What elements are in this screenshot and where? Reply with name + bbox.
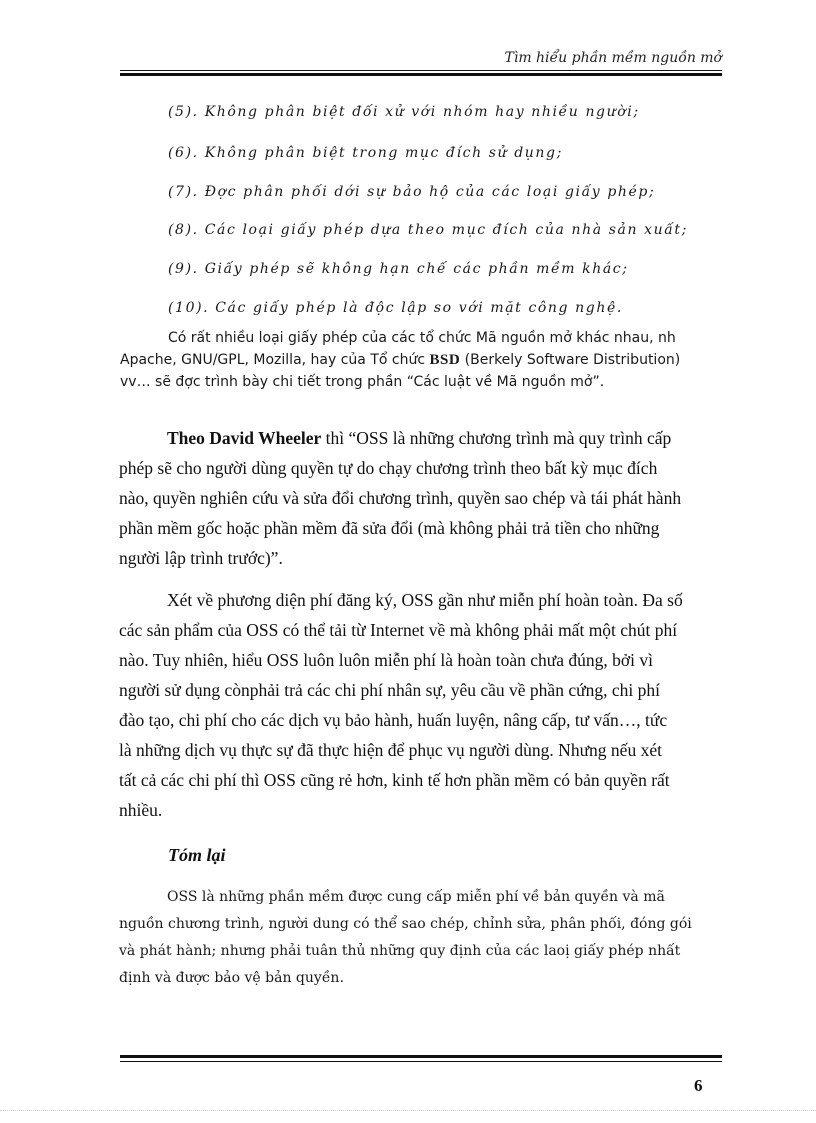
running-header-title: Tìm hiểu phần mềm nguồn mở: [504, 50, 722, 66]
author-name: Theo David Wheeler: [167, 428, 322, 448]
page-number: 6: [694, 1076, 703, 1095]
licenses-paragraph: [120, 327, 724, 393]
cost-line-8: nhiều.: [119, 800, 163, 820]
cost-line-3: nào. Tuy nhiên, hiểu OSS luôn luôn miễn phí là hoàn toàn chưa đúng, bởi vì: [119, 650, 653, 670]
wheeler-line-1: [119, 423, 723, 453]
summary-line-4: định và được bảo vệ bản quyền.: [119, 970, 344, 986]
licenses-line-2-start: Apache, GNU/GPL, Mozilla, hay của Tổ chức: [120, 352, 430, 368]
wheeler-paragraph: [119, 423, 723, 573]
list-item-6: (6). Không phân biệt trong mục đích sử dụng;: [168, 145, 563, 161]
header-rule-thin: [120, 70, 722, 71]
cost-paragraph: [119, 585, 723, 825]
cost-line-2: các sản phẩm của OSS có thể tải từ Internet về mà không phải mất một chút phí: [119, 620, 678, 640]
summary-heading: Tóm lại: [168, 845, 226, 865]
list-item-9: (9). Giấy phép sẽ không hạn chế các phần mềm khác;: [168, 261, 629, 277]
cost-line-4: người sử dụng cònphải trả các chi phí nhân sự, yêu cầu về phần cứng, chi phí: [119, 680, 660, 700]
cost-line-6: là những dịch vụ thực sự đã thực hiện để phục vụ người dùng. Nhưng nếu xét: [119, 740, 662, 760]
bsd-acronym: BSD: [429, 352, 461, 368]
cost-line-5: đào tạo, chi phí cho các dịch vụ bảo hành, huấn luyện, nâng cấp, tư vấn…, tức: [119, 710, 668, 730]
wheeler-line-1-rest: thì “OSS là những chương trình mà quy trình cấp: [321, 428, 672, 448]
list-item-7: (7). Đợc phân phối dới sự bảo hộ của các loại giấy phép;: [168, 184, 656, 200]
wheeler-line-2: phép sẽ cho người dùng quyền tự do chạy chương trình theo bất kỳ mục đích: [119, 458, 658, 478]
cost-line-1: Xét về phương diện phí đăng ký, OSS gần như miễn phí hoàn toàn. Đa số: [167, 590, 683, 610]
list-item-5: (5). Không phân biệt đối xử với nhóm hay nhiều người;: [168, 104, 640, 120]
list-item-10: (10). Các giấy phép là độc lập so với mặt công nghệ.: [168, 300, 623, 316]
wheeler-line-5: người lập trình trước)”.: [119, 548, 283, 568]
summary-paragraph: [119, 884, 723, 992]
wheeler-line-4: phần mềm gốc hoặc phần mềm đã sửa đổi (mà không phải trả tiền cho những: [119, 518, 660, 538]
summary-line-2: nguồn chương trình, người dung có thể sao chép, chỉnh sửa, phân phối, đóng gói: [119, 916, 692, 932]
header-rule-thick: [120, 73, 722, 76]
cost-line-7: tất cả các chi phí thì OSS cũng rẻ hơn, kinh tế hơn phần mềm có bản quyền rất: [119, 770, 670, 790]
wheeler-line-3: nào, quyền nghiên cứu và sửa đổi chương trình, quyền sao chép và tái phát hành: [119, 488, 682, 508]
summary-line-1: OSS là những phần mềm được cung cấp miễn phí về bản quyền và mã: [167, 889, 665, 905]
licenses-line-2: [120, 349, 724, 371]
footer-rule-thin: [120, 1061, 722, 1062]
licenses-line-1: Có rất nhiều loại giấy phép của các tổ chức Mã nguồn mở khác nhau, nh: [168, 330, 676, 346]
page-bottom-dotted-border: [0, 1110, 816, 1112]
footer-rule-thick: [120, 1055, 722, 1058]
licenses-line-2-end: (Berkely Software Distribution): [460, 352, 681, 368]
licenses-line-3: vv… sẽ đợc trình bày chi tiết trong phần “Các luật về Mã nguồn mở”.: [120, 374, 605, 390]
summary-line-3: và phát hành; nhưng phải tuân thủ những quy định của các laoị giấy phép nhất: [119, 943, 681, 959]
list-item-8: (8). Các loại giấy phép dựa theo mục đích của nhà sản xuất;: [168, 222, 688, 238]
